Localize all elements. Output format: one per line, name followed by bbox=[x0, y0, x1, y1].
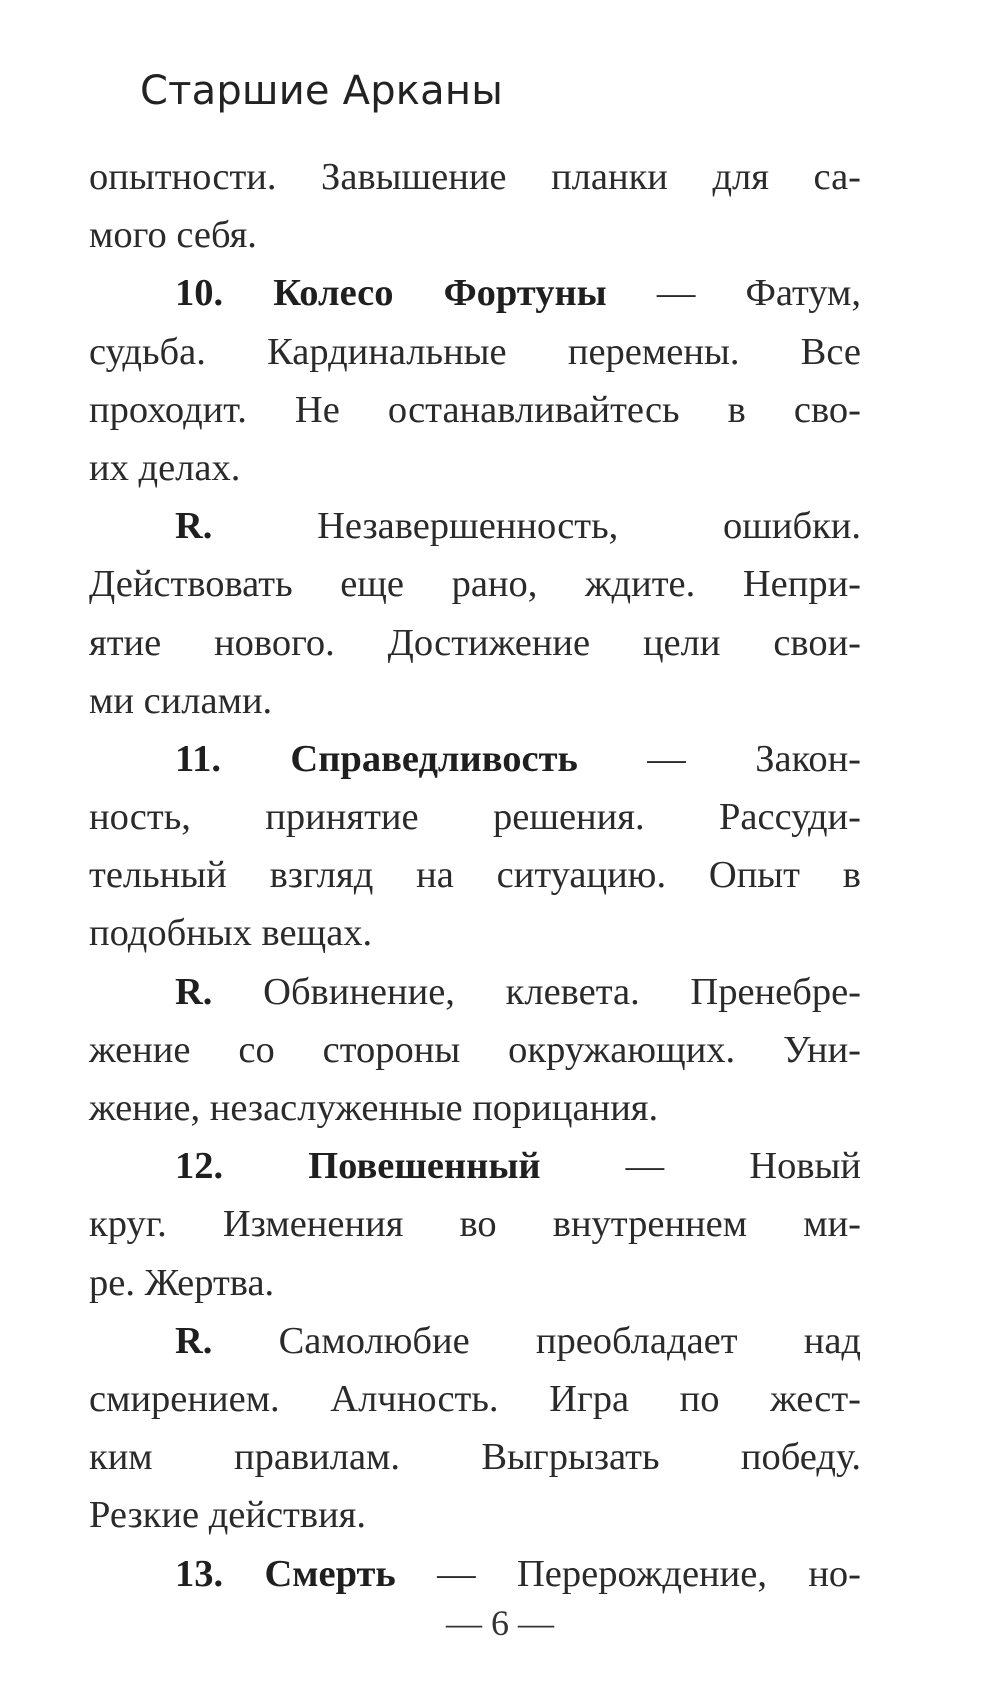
text-line bbox=[89, 672, 861, 730]
body-text bbox=[89, 148, 861, 1603]
text-line bbox=[89, 788, 861, 846]
text-run: круг. Изменения во внутреннем ми- bbox=[89, 1203, 861, 1246]
bold-term: 10. Колесо Фортуны bbox=[175, 272, 607, 315]
text-line bbox=[89, 1370, 861, 1428]
text-run: судьба. Кардинальные перемены. Все bbox=[89, 330, 861, 373]
bold-term: R. bbox=[175, 970, 213, 1013]
text-run: ятие нового. Достижение цели свои- bbox=[89, 621, 861, 664]
text-line bbox=[89, 1079, 861, 1137]
text-run: — Закон- bbox=[577, 737, 861, 780]
text-run: — Перерождение, но- bbox=[395, 1552, 861, 1595]
text-run: жение со стороны окружающих. Уни- bbox=[89, 1028, 861, 1071]
text-run: тельный взгляд на ситуацию. Опыт в bbox=[89, 854, 861, 897]
text-run: — Фатум, bbox=[606, 272, 862, 315]
text-line bbox=[89, 846, 861, 904]
text-line bbox=[89, 614, 861, 672]
text-run: мого себя. bbox=[89, 214, 257, 257]
text-line bbox=[89, 497, 861, 555]
text-run: ким правилам. Выгрызать победу. bbox=[89, 1436, 861, 1479]
text-line bbox=[89, 439, 861, 497]
text-run: Самолюбие преобладает над bbox=[212, 1319, 861, 1362]
text-line bbox=[89, 1428, 861, 1486]
text-line bbox=[89, 264, 861, 322]
text-run: ми силами. bbox=[89, 679, 273, 722]
text-run: жение, незаслуженные порицания. bbox=[89, 1087, 659, 1129]
text-line bbox=[89, 1312, 861, 1370]
text-run: смирением. Алчность. Игра по жест- bbox=[89, 1377, 861, 1420]
bold-term: 13. Смерть bbox=[175, 1552, 396, 1595]
bold-term: 12. Повешенный bbox=[175, 1145, 541, 1188]
text-line bbox=[89, 1254, 861, 1312]
text-run: их делах. bbox=[89, 446, 241, 489]
text-run: Действовать еще рано, ждите. Непри- bbox=[89, 563, 861, 606]
text-run: Незавершенность, ошибки. bbox=[212, 505, 861, 548]
text-line bbox=[89, 555, 861, 613]
text-line bbox=[89, 1195, 861, 1253]
bold-term: 11. Справедливость bbox=[175, 737, 578, 780]
text-line bbox=[89, 1486, 861, 1544]
page-number: — 6 — bbox=[446, 1603, 554, 1643]
bold-term: R. bbox=[175, 1319, 213, 1362]
text-line bbox=[89, 1021, 861, 1079]
text-run: ре. Жертва. bbox=[89, 1261, 275, 1304]
text-run: Обвинение, клевета. Пренебре- bbox=[212, 970, 861, 1013]
running-head: Старшие Арканы bbox=[140, 68, 504, 114]
text-line bbox=[89, 148, 861, 206]
text-line bbox=[89, 730, 861, 788]
text-run: опытности. Завышение планки для са- bbox=[89, 156, 861, 198]
text-line bbox=[89, 323, 861, 381]
text-line bbox=[89, 904, 861, 962]
text-line bbox=[89, 1137, 861, 1195]
bold-term: R. bbox=[175, 505, 213, 548]
text-line bbox=[89, 206, 861, 264]
text-run: — Новый bbox=[540, 1145, 861, 1188]
text-run: Резкие действия. bbox=[89, 1494, 367, 1537]
text-line bbox=[89, 1545, 861, 1603]
text-line bbox=[89, 963, 861, 1021]
text-line bbox=[89, 381, 861, 439]
text-run: подобных вещах. bbox=[89, 912, 373, 955]
text-run: ность, принятие решения. Рассуди- bbox=[89, 796, 861, 839]
text-run: проходит. Не останавливайтесь в сво- bbox=[89, 388, 861, 431]
